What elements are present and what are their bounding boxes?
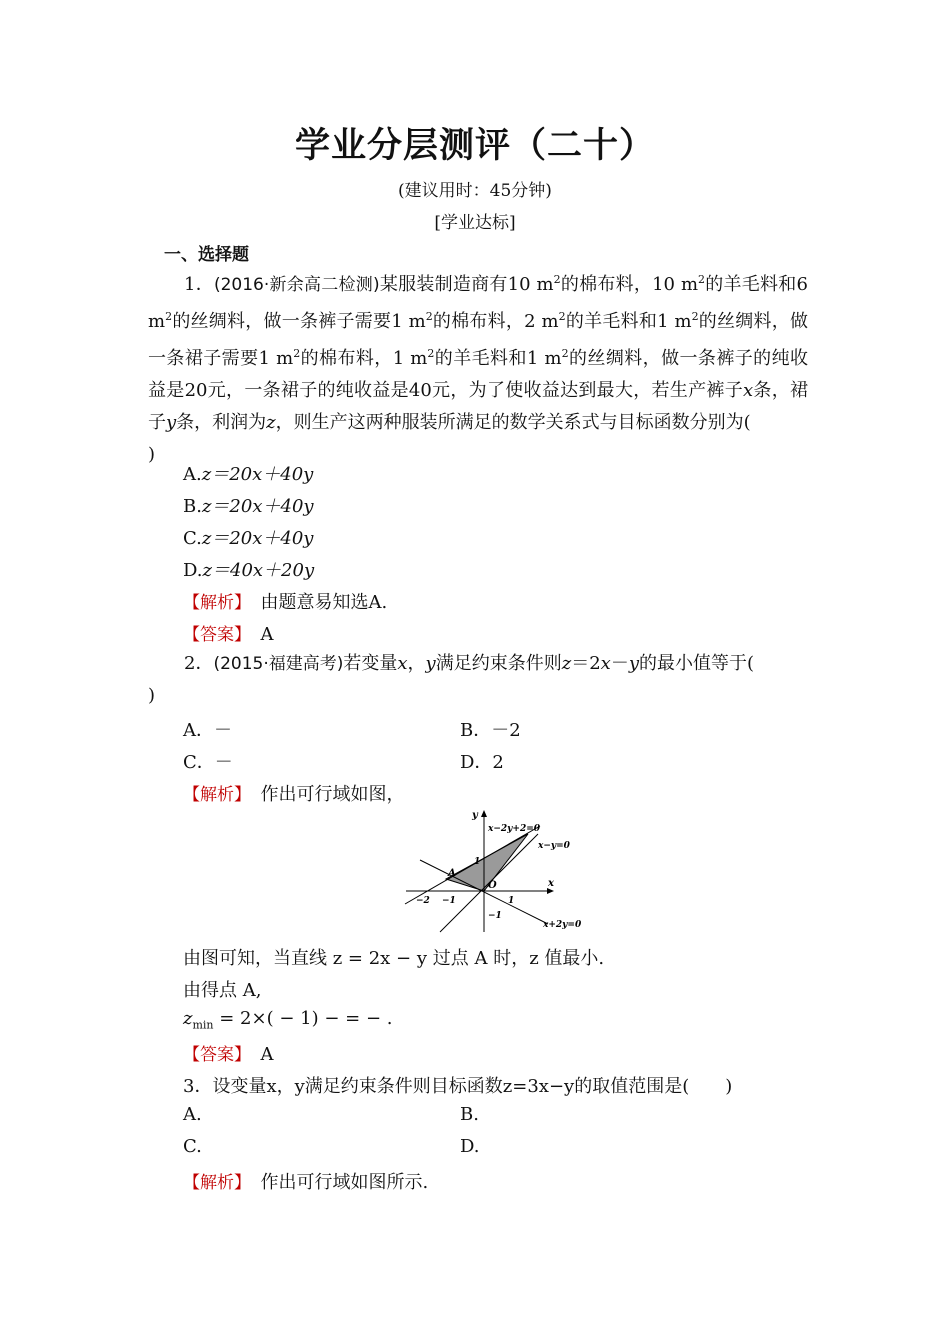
sup: 2 (293, 347, 301, 360)
sup: 2 (165, 310, 173, 323)
q1-source: (2016·新余高二检测) (213, 275, 380, 295)
q2-text: ， (407, 653, 426, 674)
q1-number: 1． (184, 274, 214, 295)
q1-text: 的羊毛料和6 (705, 274, 808, 295)
answer-text: A (260, 1044, 274, 1065)
tick-neg1: −1 (442, 896, 456, 906)
question-1-stem (148, 264, 808, 471)
sup: 2 (561, 347, 569, 360)
line3-label: x+2y=0 (543, 920, 582, 930)
point-a-label: A (448, 868, 456, 879)
var: x (742, 380, 754, 401)
var: y (628, 653, 639, 674)
q2-solution-line-2: 由得点 A, (183, 980, 262, 1001)
question-3-stem (183, 1072, 732, 1098)
q2-number: 2． (184, 653, 214, 674)
answer-text: A (260, 624, 274, 645)
q1-option-c[interactable] (183, 524, 313, 550)
q1-text: 的棉布料，1 m (300, 348, 428, 369)
q1-text: ，则生产这两种服装所满足的数学关系式与目标函数分别为( (275, 412, 751, 433)
line2-label: x−y=0 (538, 841, 570, 851)
answer-tag: 【答案】 (183, 1045, 243, 1065)
q3-option-d[interactable]: D. (460, 1136, 480, 1157)
q2-option-b[interactable]: B．－2 (460, 720, 521, 741)
page-title: 学业分层测评（二十） (294, 126, 655, 166)
feasible-region (446, 834, 528, 891)
tick-neg1y: −1 (488, 911, 502, 921)
feasible-region-figure (400, 806, 590, 936)
option-expr: z＝20x＋40y (201, 528, 314, 549)
q2-text: － (610, 653, 629, 674)
q2-solution-line-3 (183, 1008, 392, 1032)
var: x (397, 653, 408, 674)
q2-analysis (183, 780, 405, 806)
q2-solution-line-1: 由图可知，当直线 z = 2x − y 过点 A 时，z 值最小. (183, 948, 605, 969)
q3-option-a[interactable]: A. (183, 1104, 202, 1125)
q1-text: 的丝绸料，做一条裤子需要1 m (172, 311, 426, 332)
q1-option-b[interactable] (183, 492, 314, 518)
tick-neg2: −2 (416, 896, 430, 906)
y-axis-label: y (472, 810, 478, 821)
option-expr: z＝20x＋40y (201, 496, 314, 517)
q1-text: 的羊毛料和1 m (565, 311, 692, 332)
q1-text: 条，裙子 (148, 380, 809, 433)
question-2-stem (148, 648, 808, 712)
sup: 2 (427, 347, 435, 360)
sup: 2 (553, 273, 561, 286)
var: y (166, 412, 177, 433)
x-axis-label: x (548, 878, 554, 889)
analysis-tag: 【解析】 (183, 1173, 243, 1193)
q2-answer (183, 1040, 274, 1066)
q2-source: (2015·福建高考) (213, 654, 344, 674)
q1-answer (183, 620, 274, 646)
option-label: B. (183, 496, 202, 517)
line1-label: x−2y+2=0 (488, 824, 541, 834)
q1-text: m (148, 311, 166, 332)
q2-text: 满足约束条件则 (435, 653, 562, 674)
var: z (266, 412, 276, 433)
analysis-text: 作出可行域如图所示. (260, 1172, 429, 1193)
var: z (183, 1008, 193, 1029)
q2-text: 若变量 (343, 653, 398, 674)
option-label: A. (183, 464, 202, 485)
q2-text: ) (148, 685, 156, 706)
q3-option-c[interactable]: C. (183, 1136, 202, 1157)
y-axis-arrow (481, 810, 487, 817)
line-x-2y+2 (405, 826, 540, 904)
q1-text: 的丝绸料，做一条裙子需要1 m (148, 311, 809, 369)
q3-text: 设变量x，y满足约束条件则目标函数z=3x−y的取值范围是( ) (212, 1076, 733, 1097)
q3-number: 3． (183, 1076, 213, 1097)
analysis-text: 由题意易知选A. (260, 592, 388, 613)
q2-text: ＝2 (571, 653, 601, 674)
sup: 2 (558, 310, 566, 323)
q1-analysis (183, 588, 387, 614)
q1-text: 的羊毛料和1 m (434, 348, 562, 369)
section-label: [学业达标] (434, 213, 516, 233)
option-label: D. (183, 560, 203, 581)
q1-text: 的棉布料，10 m (560, 274, 699, 295)
q2-option-a[interactable]: A．－ (183, 720, 232, 741)
var: z (561, 653, 572, 674)
tick-1y: 1 (474, 857, 481, 867)
sup: 2 (698, 273, 706, 286)
q3-option-b[interactable]: B. (460, 1104, 479, 1125)
var: y (425, 653, 436, 674)
q1-text: 条，利润为 (176, 412, 267, 433)
time-note: (建议用时：45分钟) (398, 181, 552, 201)
q1-option-d[interactable] (183, 556, 314, 582)
analysis-tag: 【解析】 (183, 593, 243, 613)
q2-option-d[interactable]: D．2 (460, 752, 504, 773)
part-heading: 一、选择题 (164, 245, 249, 265)
q1-text: ) (148, 444, 156, 465)
option-expr: z＝20x＋40y (201, 464, 314, 485)
sub: min (192, 1018, 214, 1032)
q2-text: = 2×( − 1) − = − . (213, 1008, 393, 1029)
q1-option-a[interactable] (183, 460, 313, 486)
q1-text: 的棉布料，2 m (432, 311, 559, 332)
analysis-text: 作出可行域如图， (260, 784, 405, 805)
q2-text: 的最小值等于( (638, 653, 755, 674)
q3-analysis (183, 1168, 428, 1194)
answer-tag: 【答案】 (183, 625, 243, 645)
q1-text: 某服装制造商有10 m (379, 274, 554, 295)
option-expr: z＝40x＋20y (202, 560, 315, 581)
analysis-tag: 【解析】 (183, 785, 243, 805)
q1-text: 的丝绸料，做一条裤子的纯收益是20元，一条裙子的纯收益是40元，为了使收益达到最大，若生产裤子 (148, 348, 809, 401)
q2-option-c[interactable]: C．－ (183, 752, 233, 773)
tick-1x: 1 (508, 896, 515, 906)
var: x (600, 653, 611, 674)
sup: 2 (691, 310, 699, 323)
sup: 2 (425, 310, 433, 323)
option-label: C. (183, 528, 202, 549)
origin-label: O (488, 880, 497, 891)
